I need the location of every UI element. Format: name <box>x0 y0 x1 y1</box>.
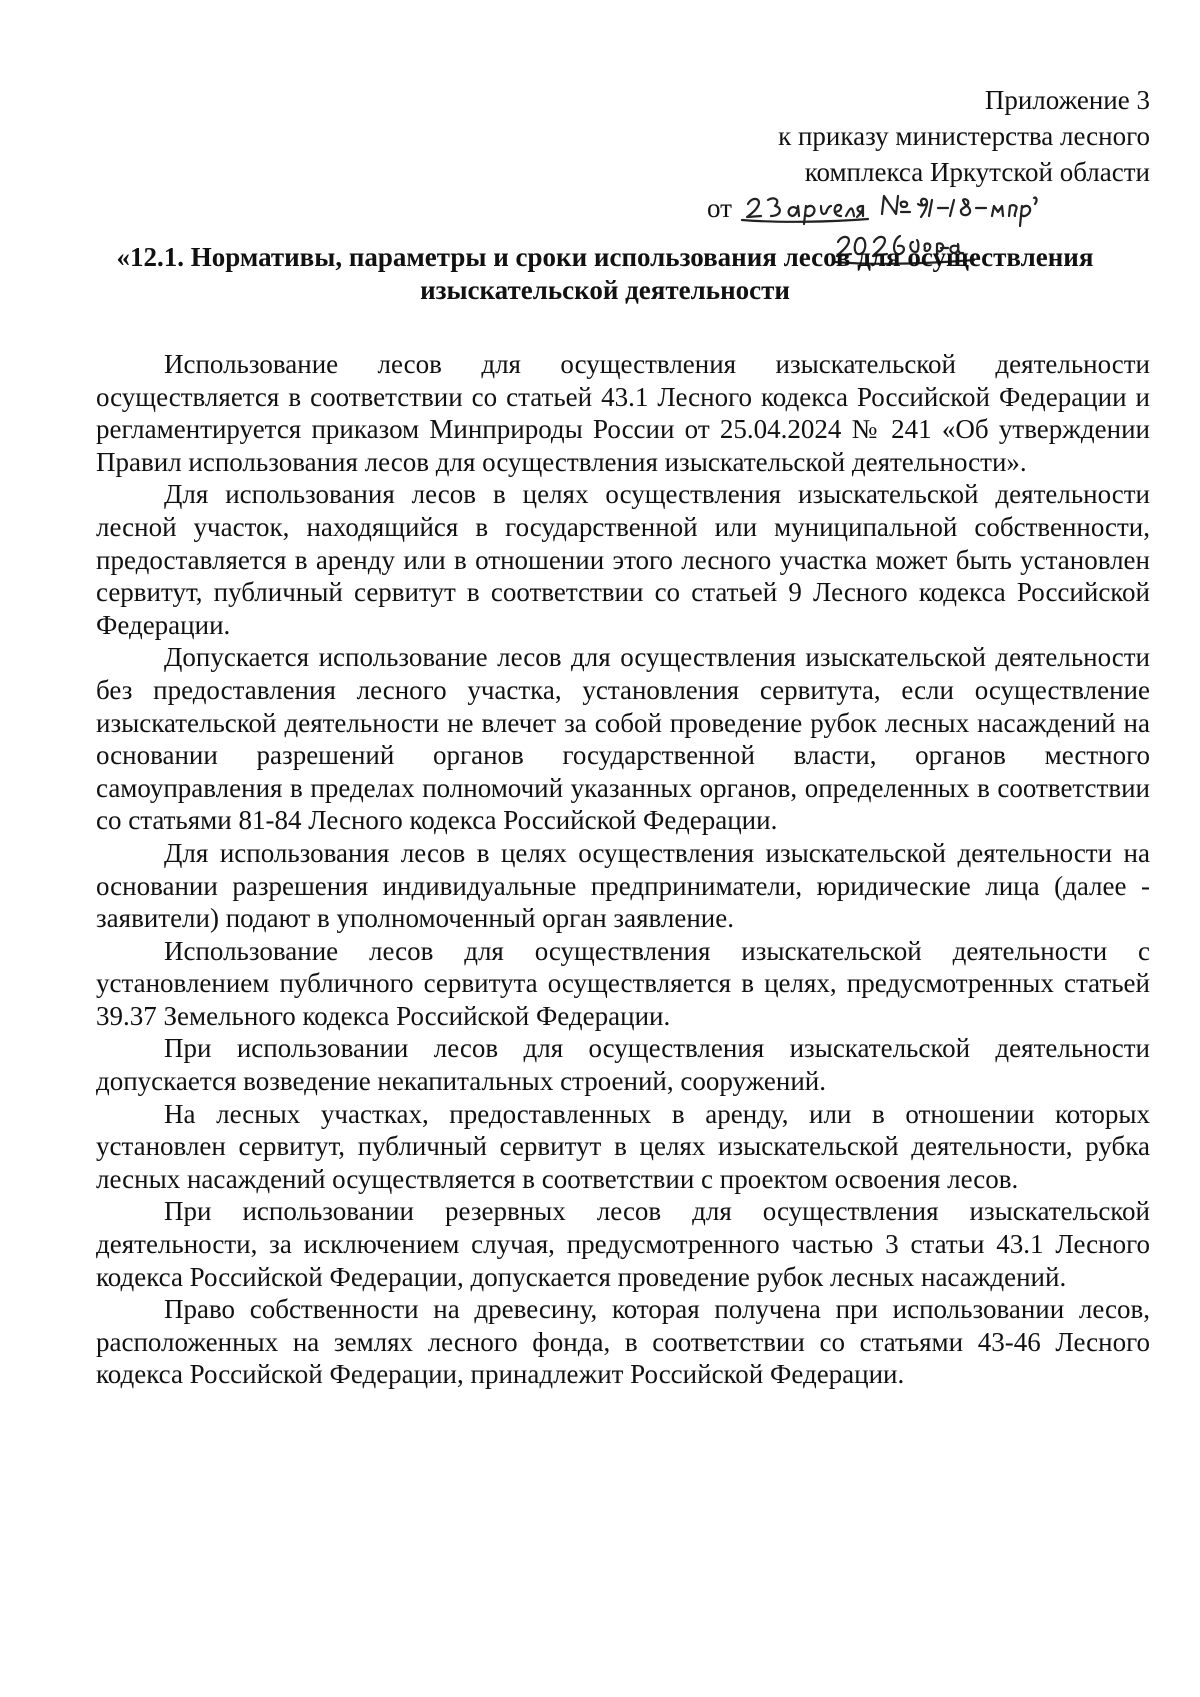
paragraph-9: Право собственности на древесину, которая получена при использовании лесов, расположенных на землях лесного фонда, в соответствии со статьями 43-46 Лесного кодекса Российской Федерации, принадлежит Российской Федерации. <box>96 1294 1150 1390</box>
appendix-ministry: комплекса Иркутской области <box>804 157 1150 187</box>
section-title-line-1: «12.1. Нормативы, параметры и сроки использования лесов для осуществления <box>116 242 1094 272</box>
section-title <box>90 241 1120 307</box>
paragraph-7: На лесных участках, предоставленных в аренду, или в отношении которых установлен сервитут, публичный сервитут в целях изыскательской деятельности, рубка лесных насаждений осуществляется в соответствии с проектом освоения лесов. <box>96 1098 1150 1194</box>
appendix-number: Приложение 3 <box>984 85 1150 115</box>
paragraph-6: При использовании лесов для осуществления изыскательской деятельности допускается возведение некапитальных строений, сооружений. <box>96 1033 1150 1097</box>
appendix-header <box>630 82 1150 226</box>
document-body <box>96 348 1150 1391</box>
paragraph-2: Для использования лесов в целях осуществления изыскательской деятельности лесной участок, находящийся в государственной или муниципальной собственности, предоставляется в аренду или в отношении этого лесного участка может быть установлен сервитут, публичный сервитут в соответствии со статьей 9 Лесного кодекса Российской Федерации. <box>96 479 1150 640</box>
section-title-line-2: изыскательской деятельности <box>420 275 790 305</box>
paragraph-8: При использовании резервных лесов для осуществления изыскательской деятельности, за исключением случая, предусмотренного частью 3 статьи 43.1 Лесного кодекса Российской Федерации, допускается проведение рубок лесных насаждений. <box>96 1196 1150 1292</box>
appendix-order-ref: к приказу министерства лесного <box>778 121 1150 151</box>
paragraph-4: Для использования лесов в целях осуществления изыскательской деятельности на основании разрешения индивидуальные предприниматели, юридические лица (далее - заявители) подают в уполномоченный орган заявление. <box>96 837 1150 934</box>
paragraph-3: Допускается использование лесов для осуществления изыскательской деятельности без предоставления лесного участка, установления сервитута, если осуществление изыскательской деятельности не влечет за собой проведение рубок лесных насаждений на основании разрешений органов государственной власти, органов местного самоуправления в пределах полномочий указанных органов, определенных в соответствии со статьями 81-84 Лесного кодекса Российской Федерации. <box>96 642 1150 836</box>
date-prefix: от <box>707 193 732 223</box>
paragraph-5: Использование лесов для осуществления изыскательской деятельности с установлением публичного сервитута осуществляется в целях, предусмотренных статьей 39.37 Земельного кодекса Российской Федерации. <box>96 935 1150 1031</box>
appendix-date-line <box>630 190 1150 226</box>
paragraph-1: Использование лесов для осуществления изыскательской деятельности осуществляется в соответствии со статьей 43.1 Лесного кодекса Российской Федерации и регламентируется приказом Минприроды России от 25.04.2024 № 241 «Об утверждении Правил использования лесов для осуществления изыскательской деятельности». <box>96 349 1150 477</box>
